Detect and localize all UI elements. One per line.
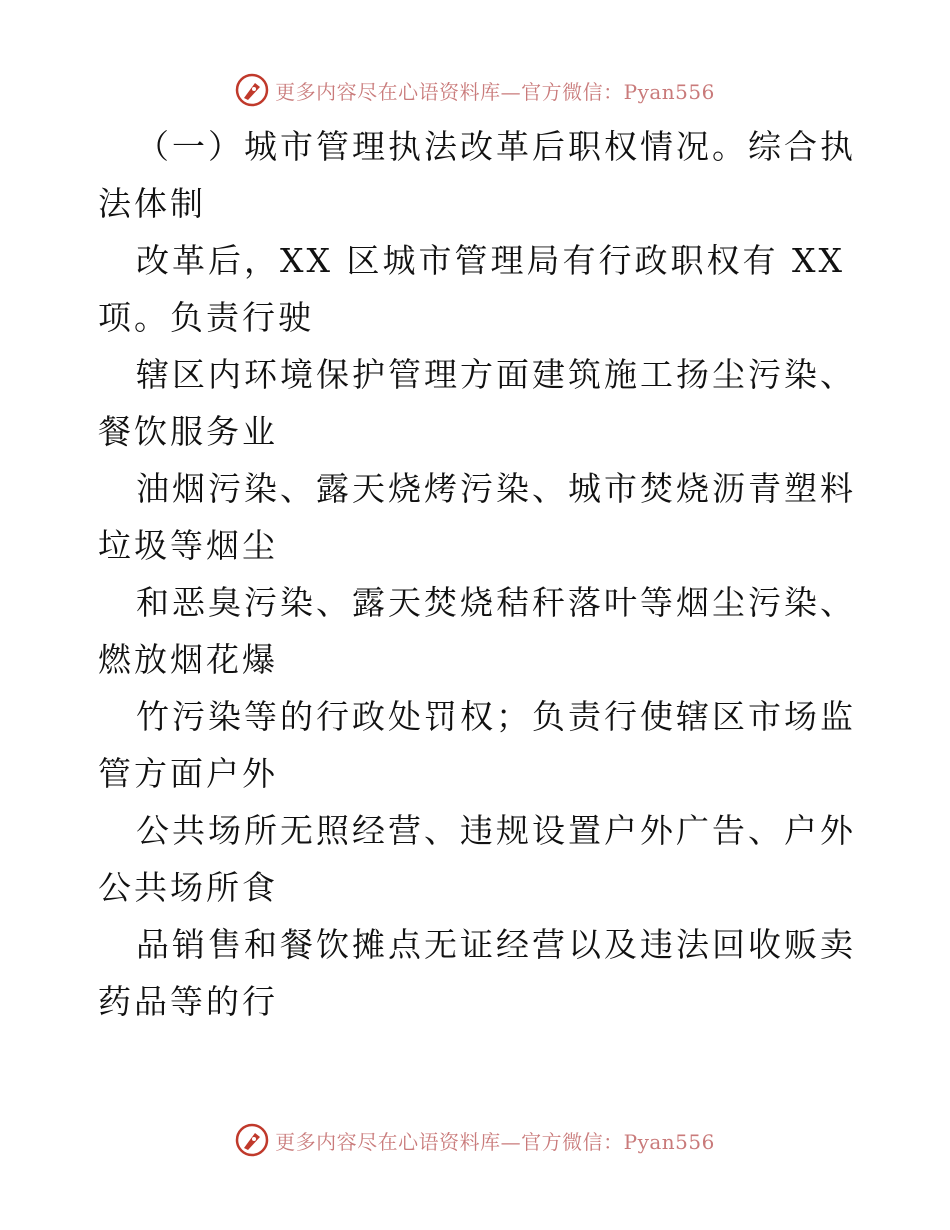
paragraph-2: 改革后，XX 区城市管理局有行政职权有 XX 项。负责行驶 bbox=[98, 241, 845, 337]
pen-nib-logo-icon bbox=[235, 73, 269, 107]
paragraph-7: 公共场所无照经营、违规设置户外广告、户外公共场所食 bbox=[98, 811, 856, 907]
header-banner-text: 更多内容尽在心语资料库—官方微信：Pyan556 bbox=[275, 79, 715, 104]
footer-banner-text: 更多内容尽在心语资料库—官方微信：Pyan556 bbox=[275, 1129, 715, 1154]
paragraph-6: 竹污染等的行政处罚权；负责行使辖区市场监管方面户外 bbox=[98, 697, 856, 793]
document-body bbox=[98, 118, 858, 1030]
paragraph-1: （一）城市管理执法改革后职权情况。综合执法体制 bbox=[98, 127, 856, 223]
paragraph-8: 品销售和餐饮摊点无证经营以及违法回收贩卖药品等的行 bbox=[98, 925, 856, 1021]
paragraph-5: 和恶臭污染、露天焚烧秸秆落叶等烟尘污染、燃放烟花爆 bbox=[98, 583, 856, 679]
paragraph-4: 油烟污染、露天烧烤污染、城市焚烧沥青塑料垃圾等烟尘 bbox=[98, 469, 856, 565]
header-banner bbox=[0, 70, 950, 110]
footer-banner bbox=[0, 1120, 950, 1160]
paragraph-3: 辖区内环境保护管理方面建筑施工扬尘污染、餐饮服务业 bbox=[98, 355, 856, 451]
pen-nib-logo-icon bbox=[235, 1123, 269, 1157]
